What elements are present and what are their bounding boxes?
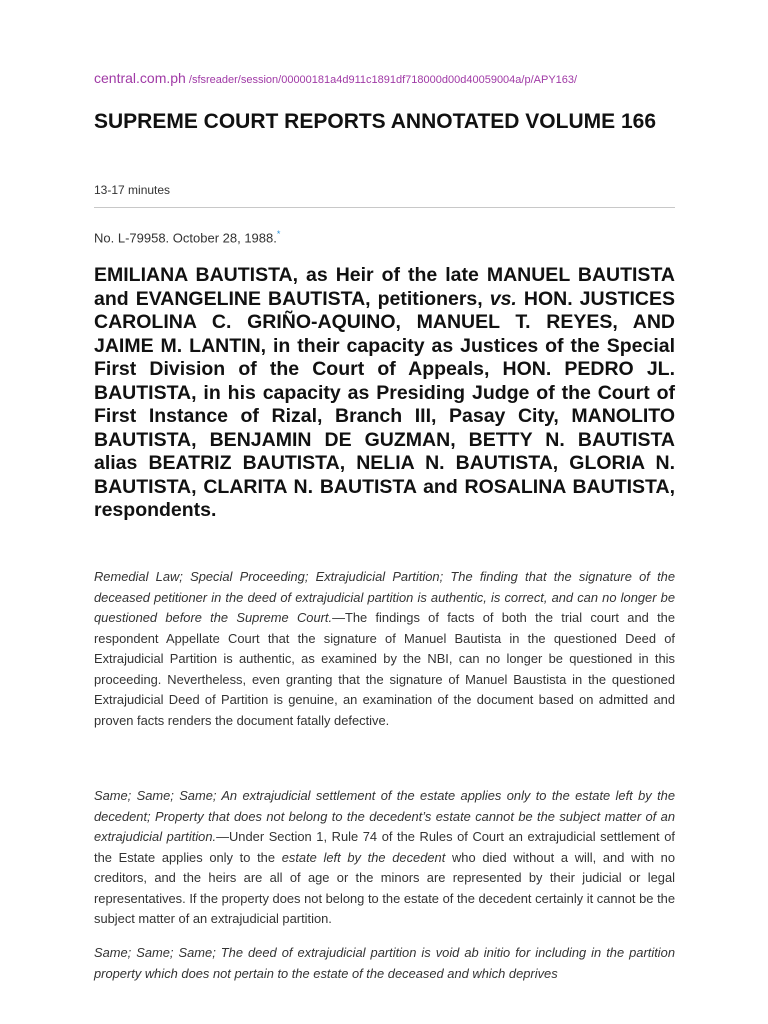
- syllabus-headnote: Remedial Law; Special Proceeding; Extrajudicial Partition; The finding that the signature of the deceased petitioner in the deed of extrajudicial partition is authentic, is correct, and can no longer be questioned before the Supreme Court.: [94, 569, 675, 625]
- case-number-text: No. L-79958. October 28, 1988.: [94, 230, 277, 246]
- source-path-link[interactable]: /sfsreader/session/00000181a4d911c1891df718000d00d40059004a/p/APY163/: [185, 74, 578, 86]
- syllabus-headnote: Same; Same; Same; The deed of extrajudicial partition is void ab initio for including in the partition property which does not pertain to the estate of the deceased and which deprives: [94, 945, 675, 981]
- case-number: [94, 229, 280, 245]
- parties-petitioners: EMILIANA BAUTISTA, as Heir of the late MANUEL BAUTISTA and EVANGELINE BAUTISTA, petitioners,: [94, 264, 675, 310]
- parties-respondents: HON. JUSTICES CAROLINA C. GRIÑO-AQUINO, MANUEL T. REYES, AND JAIME M. LANTIN, in their capacity as Justices of the Special First Division of the Court of Appeals, HON. PEDRO JL. BAUTISTA, in his capacity as Presiding Judge of the Court of First Instance of Rizal, Branch III, Pasay City, MANOLITO BAUTISTA, BENJAMIN DE GUZMAN, BETTY N. BAUTISTA alias BEATRIZ BAUTISTA, NELIA N. BAUTISTA, GLORIA N. BAUTISTA, CLARITA N. BAUTISTA and ROSALINA BAUTISTA, respondents.: [94, 287, 675, 521]
- page-title: SUPREME COURT REPORTS ANNOTATED VOLUME 166: [94, 110, 656, 133]
- syllabus-emphasis: estate left by the decedent: [281, 849, 446, 865]
- syllabus-body: —Under Section 1, Rule 74 of the Rules of Court an extrajudicial settlement of the Estate applies only to the: [94, 829, 675, 865]
- divider: [94, 207, 675, 208]
- parties-versus: vs.: [489, 287, 517, 310]
- case-parties: [94, 264, 675, 523]
- syllabus-paragraph: [94, 943, 675, 984]
- source-domain-link[interactable]: central.com.ph: [94, 70, 186, 86]
- syllabus-headnote: Same; Same; Same; An extrajudicial settlement of the estate applies only to the estate left by the decedent; Property that does not belong to the decedent’s estate cannot be the subject matter of an extrajudicial partition.: [94, 788, 675, 844]
- footnote-link[interactable]: *: [276, 229, 281, 239]
- syllabus-body: who died without a will, and with no creditors, and the heirs are all of age or the minors are represented by their judicial or legal representatives. If the property does not belong to the estate of the decedent certainly it cannot be the subject matter of an extrajudicial partition.: [94, 849, 676, 926]
- syllabus-body: —The findings of facts of both the trial court and the respondent Appellate Court that the signature of Manuel Bautista in the questioned Deed of Extrajudicial Partition is authentic, as examined by the NBI, can no longer be questioned in this proceeding. Nevertheless, even granting that the signature of Manuel Baustista in the questioned Extrajudicial Deed of Partition is genuine, an examination of the document based on admitted and proven facts renders the document fatally defective.: [94, 610, 676, 728]
- source-url: [94, 70, 675, 88]
- reading-time: 13-17 minutes: [94, 183, 171, 197]
- syllabus-paragraph: [94, 786, 675, 930]
- syllabus-paragraph: [94, 567, 675, 731]
